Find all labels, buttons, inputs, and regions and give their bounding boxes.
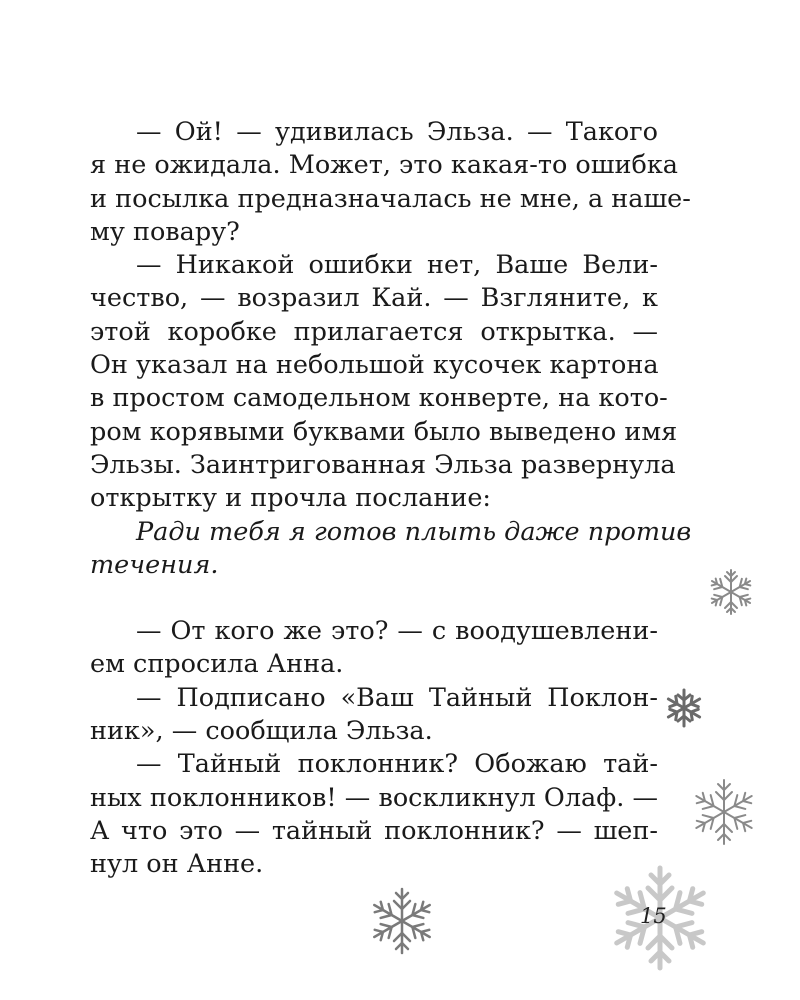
paragraph [90,615,658,682]
text-line: — От кого же это? — с воодушевлени- [136,616,658,647]
text-line: Он указал на небольшой кусочек картона [90,350,659,381]
text-line: в простом самодельном конверте, на кото- [90,383,668,414]
text-line: я не ожидала. Может, это какая-то ошибка [90,150,678,181]
text-line: этой коробке прилагается открытка. — [90,316,658,347]
text-line: течения. [90,549,219,580]
body-text [90,116,692,882]
text-line: — Тайный поклонник? Обожаю тай- [136,749,658,780]
text-line: открытку и прочла послание: [90,483,492,514]
text-line: — Ой! — удивилась Эльза. — Такого [136,117,658,147]
card-message [90,516,692,583]
text-line: А что это — тайный поклонник? — шеп- [90,815,658,846]
text-line: — Подписано «Ваш Тайный Поклон- [136,682,658,713]
text-line: му повару? [90,216,240,247]
text-line: чество, — возразил Кай. — Взгляните, к [90,283,658,314]
page-number: 15 [640,904,667,928]
snowflake-icon [360,886,444,956]
paragraph [90,116,691,249]
paragraph-gap [90,582,658,615]
snowflake-icon [684,776,764,848]
text-line: Эльзы. Заинтригованная Эльза развернула [90,449,676,480]
snowflake-icon [662,686,706,730]
paragraph [90,748,658,881]
text-line: нул он Анне. [90,849,264,880]
paragraph [90,682,658,749]
text-line: и посылка предназначалась не мне, а наше- [90,183,691,214]
text-line: — Никакой ошибки нет, Ваше Вели- [136,250,658,281]
snowflake-icon [700,566,762,618]
text-line: ром корявыми буквами было выведено имя [90,416,678,447]
text-line: ем спросила Анна. [90,649,344,680]
paragraph [90,249,678,515]
text-line: ных поклонников! — воскликнул Олаф. — [90,782,658,813]
text-line: Ради тебя я готов плыть даже против [136,516,692,547]
text-line: ник», — сообщила Эльза. [90,716,433,747]
